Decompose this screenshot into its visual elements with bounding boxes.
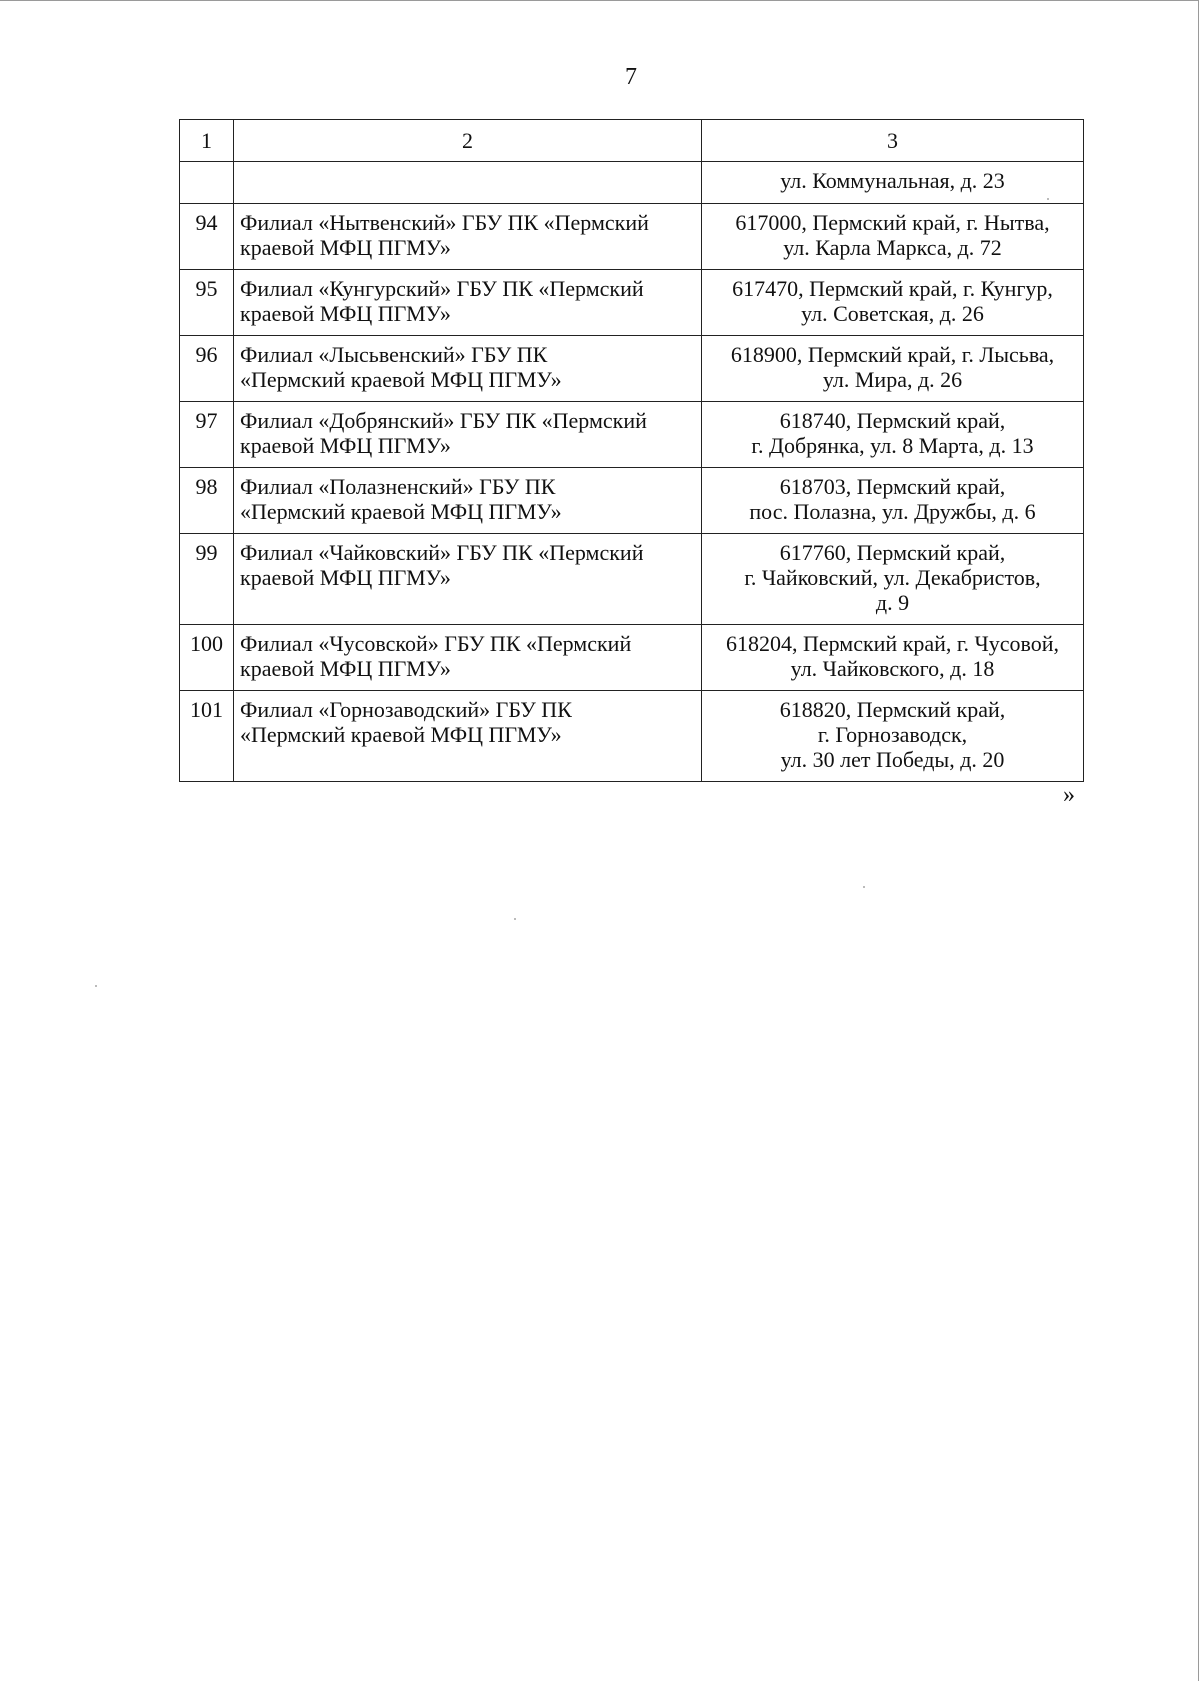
name-line: краевой МФЦ ПГМУ» — [240, 235, 451, 260]
name-line: «Пермский краевой МФЦ ПГМУ» — [240, 499, 562, 524]
row-number-cell: 100 — [180, 625, 234, 691]
row-number-cell — [180, 162, 234, 204]
branch-address-cell — [702, 336, 1084, 402]
name-line: «Пермский краевой МФЦ ПГМУ» — [240, 367, 562, 392]
address-line: пос. Полазна, ул. Дружбы, д. 6 — [749, 499, 1036, 524]
address-line: ул. Мира, д. 26 — [822, 367, 963, 392]
row-number-cell: 98 — [180, 468, 234, 534]
branch-address-cell — [702, 270, 1084, 336]
address-line: 618820, Пермский край, — [779, 697, 1006, 722]
address-line: г. Добрянка, ул. 8 Марта, д. 13 — [751, 433, 1034, 458]
row-number-cell: 101 — [180, 691, 234, 782]
branch-name-cell — [234, 625, 702, 691]
column-number-header-2: 2 — [234, 120, 702, 162]
branch-name-cell — [234, 204, 702, 270]
name-line: Филиал «Горнозаводский» ГБУ ПК — [240, 697, 572, 722]
branch-address-cell — [702, 402, 1084, 468]
table-row — [180, 204, 1084, 270]
scan-speck — [95, 985, 97, 987]
name-line: Филиал «Чусовской» ГБУ ПК «Пермский — [240, 631, 632, 656]
row-number-cell: 97 — [180, 402, 234, 468]
row-number-cell: 96 — [180, 336, 234, 402]
address-line: ул. Коммунальная, д. 23 — [780, 168, 1005, 193]
name-line: Филиал «Лысьвенский» ГБУ ПК — [240, 342, 548, 367]
address-line: 618204, Пермский край, г. Чусовой, — [725, 631, 1060, 656]
branch-address-cell — [702, 204, 1084, 270]
table-row — [180, 468, 1084, 534]
name-line: Филиал «Нытвенский» ГБУ ПК «Пермский — [240, 210, 649, 235]
table-row — [180, 625, 1084, 691]
scan-speck — [514, 918, 516, 920]
table-row — [180, 270, 1084, 336]
table-row — [180, 691, 1084, 782]
continuation-row — [180, 162, 1084, 204]
branch-address-cell — [702, 625, 1084, 691]
table-header-row — [180, 120, 1084, 162]
address-line: 618703, Пермский край, — [779, 474, 1006, 499]
address-line: 617760, Пермский край, — [779, 540, 1006, 565]
address-line: 617470, Пермский край, г. Кунгур, — [732, 276, 1053, 301]
address-line: ул. Карла Маркса, д. 72 — [783, 235, 1002, 260]
address-line: г. Чайковский, ул. Декабристов, — [744, 565, 1041, 590]
address-line: ул. Чайковского, д. 18 — [790, 656, 995, 681]
address-line: ул. 30 лет Победы, д. 20 — [780, 747, 1005, 772]
column-number-header-3: 3 — [702, 120, 1084, 162]
branch-address-cell — [702, 534, 1084, 625]
address-line: ул. Советская, д. 26 — [801, 301, 984, 326]
name-line: краевой МФЦ ПГМУ» — [240, 301, 451, 326]
name-line: «Пермский краевой МФЦ ПГМУ» — [240, 722, 562, 747]
branch-name-cell — [234, 270, 702, 336]
address-line: г. Горнозаводск, — [817, 722, 968, 747]
branch-name-cell — [234, 336, 702, 402]
name-line: Филиал «Кунгурский» ГБУ ПК «Пермский — [240, 276, 644, 301]
scan-speck — [1047, 198, 1049, 200]
name-line: Филиал «Добрянский» ГБУ ПК «Пермский — [240, 408, 647, 433]
branch-address-cell — [702, 468, 1084, 534]
scan-speck — [863, 886, 865, 888]
closing-quote-mark: » — [1063, 782, 1075, 808]
branch-address-cell — [702, 691, 1084, 782]
page-number: 7 — [625, 64, 637, 90]
branch-name-cell — [234, 162, 702, 204]
branch-address-cell — [702, 162, 1084, 204]
table-row — [180, 402, 1084, 468]
name-line: краевой МФЦ ПГМУ» — [240, 656, 451, 681]
table-row — [180, 534, 1084, 625]
name-line: краевой МФЦ ПГМУ» — [240, 433, 451, 458]
row-number-cell: 94 — [180, 204, 234, 270]
branch-name-cell — [234, 468, 702, 534]
branch-name-cell — [234, 534, 702, 625]
address-line: 617000, Пермский край, г. Нытва, — [735, 210, 1050, 235]
row-number-cell: 99 — [180, 534, 234, 625]
name-line: краевой МФЦ ПГМУ» — [240, 565, 451, 590]
table-row — [180, 336, 1084, 402]
address-line: 618740, Пермский край, — [779, 408, 1006, 433]
name-line: Филиал «Чайковский» ГБУ ПК «Пермский — [240, 540, 644, 565]
branch-name-cell — [234, 691, 702, 782]
column-number-header-1: 1 — [180, 120, 234, 162]
name-line: Филиал «Полазненский» ГБУ ПК — [240, 474, 556, 499]
address-line: 618900, Пермский край, г. Лысьва, — [730, 342, 1055, 367]
row-number-cell: 95 — [180, 270, 234, 336]
address-line: д. 9 — [875, 590, 910, 615]
branch-address-table — [179, 119, 1084, 782]
branch-name-cell — [234, 402, 702, 468]
